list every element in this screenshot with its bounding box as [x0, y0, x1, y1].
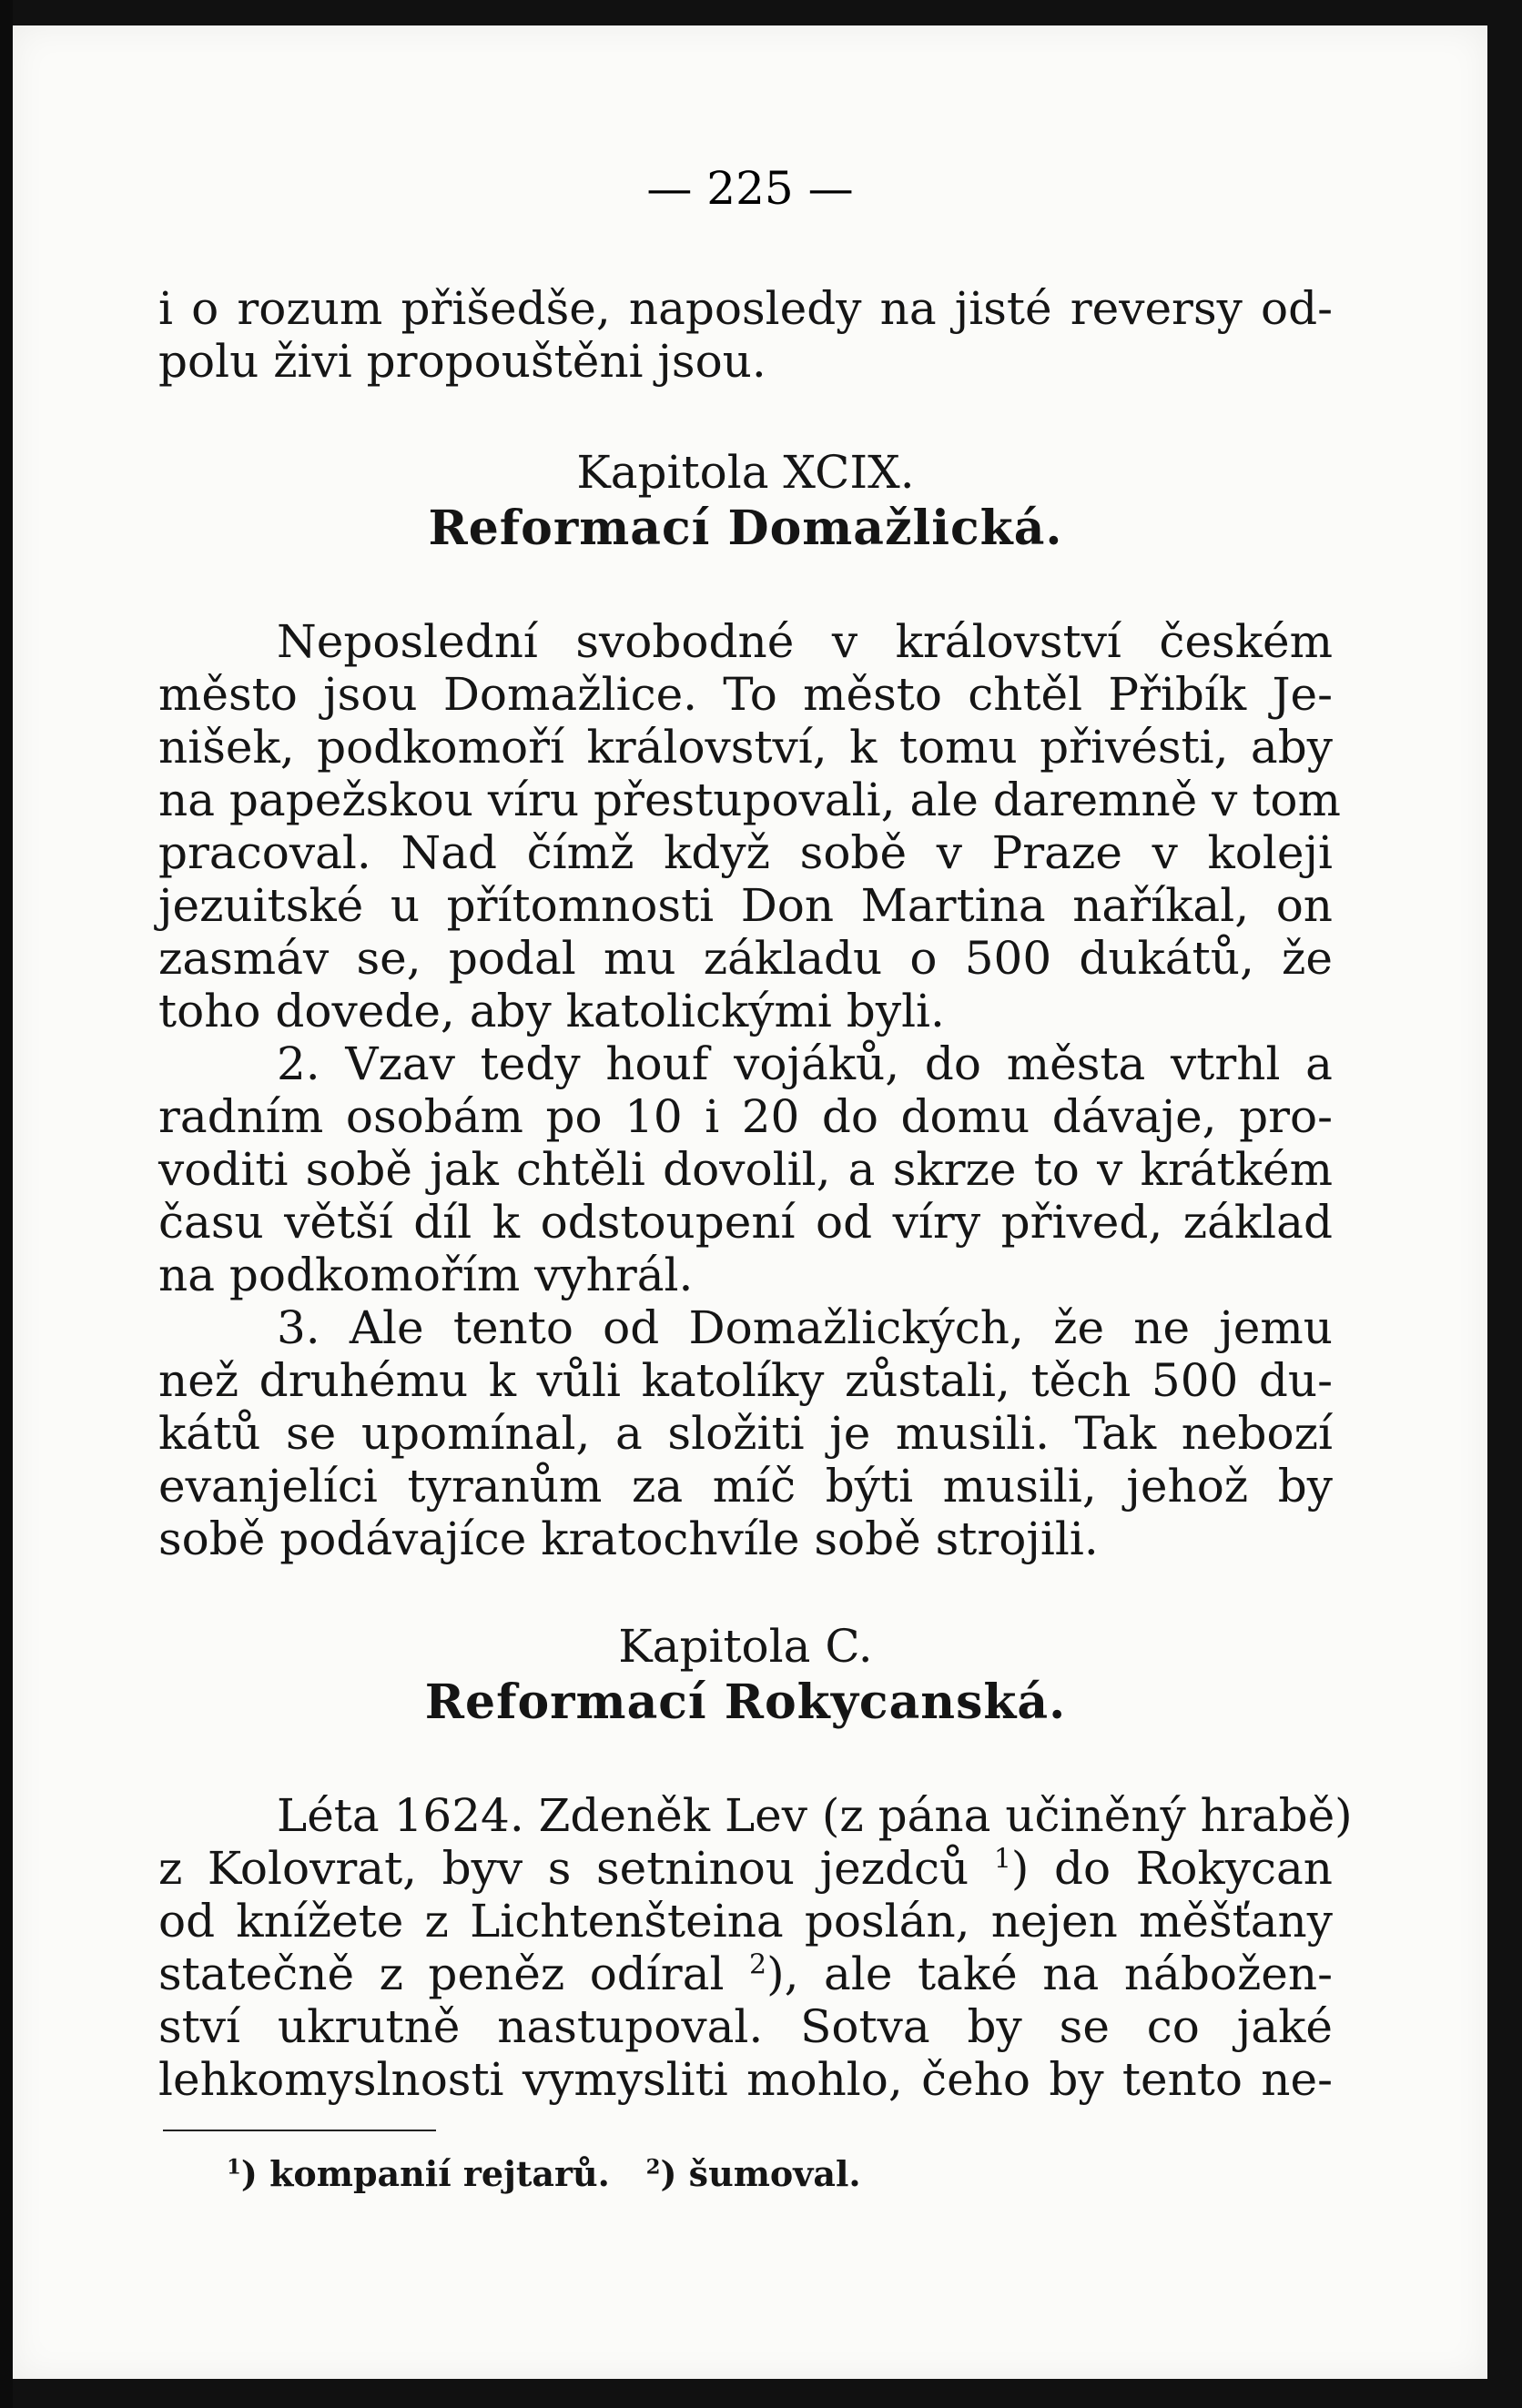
footnote-mark-2: 2 [645, 2155, 661, 2180]
chapter-label: Kapitola XCIX. [576, 446, 915, 499]
text-line: od knížete z Lichtenšteina poslán, nejen měšťany [158, 1895, 1333, 1948]
text-line: 2. Vzav tedy houf vojáků, do města vtrhl a [277, 1037, 1333, 1090]
text-line: jezuitské u přítomnosti Don Martina naříkal, on [158, 879, 1333, 932]
text-line: Léta 1624. Zdeněk Lev (z pána učiněný hrabě) [277, 1789, 1353, 1842]
text-line: zasmáv se, podal mu základu o 500 dukátů, že [158, 932, 1333, 985]
text-line: nišek, podkomoří království, k tomu přivésti, aby [158, 721, 1333, 774]
text-line: pracoval. Nad čímž když sobě v Praze v koleji [158, 826, 1333, 879]
chapter-heading-xcix [158, 446, 1333, 555]
chapter-title: Reformací Domažlická. [428, 501, 1063, 556]
text-line-with-footnote [158, 1842, 1333, 1895]
footnotes [227, 2153, 861, 2194]
chapter-xcix-text [158, 615, 1341, 1565]
footnote-text-2: ) šumoval. [660, 2153, 861, 2194]
text-line: evanjelíci tyranům za míč býti musili, jehož by [158, 1460, 1333, 1513]
text-line: na podkomořím vyhrál. [158, 1249, 694, 1301]
footnote-ref-2: 2 [749, 1948, 767, 1981]
book-page [13, 25, 1487, 2379]
text-line: Neposlední svobodné v království českém [277, 615, 1333, 668]
text-line: polu živi propouštěni jsou. [158, 335, 766, 388]
text-line: kátů se upomínal, a složiti je musili. Tak nebozí [158, 1407, 1333, 1460]
text-fragment: statečně z peněz odíral [158, 1948, 725, 2000]
text-fragment: ), ale také na nábožen- [766, 1948, 1333, 2000]
text-line: ství ukrutně nastupoval. Sotva by se co jaké [158, 2000, 1333, 2053]
paragraph-continuation [158, 282, 1333, 388]
text-line-with-footnote [158, 1948, 1333, 2000]
text-fragment: ) do Rokycan [1010, 1842, 1333, 1895]
text-line: na papežskou víru přestupovali, ale daremně v tom [158, 774, 1341, 826]
chapter-title: Reformací Rokycanská. [424, 1674, 1067, 1730]
text-line: i o rozum přišedše, naposledy na jisté reversy od- [158, 282, 1333, 335]
text-line: radním osobám po 10 i 20 do domu dávaje, pro- [158, 1090, 1333, 1143]
text-line: 3. Ale tento od Domažlických, že ne jemu [277, 1301, 1333, 1354]
text-line: sobě podávajíce kratochvíle sobě strojili. [158, 1513, 1099, 1565]
text-line: toho dovede, aby katolickými byli. [158, 985, 945, 1037]
page-number: — 225 — [646, 162, 854, 215]
chapter-label: Kapitola C. [618, 1620, 873, 1673]
footnote-text-1: ) kompanií rejtarů. [240, 2153, 610, 2194]
text-line: než druhému k vůli katolíky zůstali, těch 500 du- [158, 1354, 1333, 1407]
footnote-ref-1: 1 [993, 1843, 1011, 1876]
text-line: město jsou Domažlice. To město chtěl Přibík Je- [158, 668, 1333, 721]
text-line: času větší díl k odstoupení od víry přived, základ [158, 1196, 1333, 1249]
text-line: lehkomyslnosti vymysliti mohlo, čeho by tento ne- [158, 2053, 1333, 2106]
text-fragment: z Kolovrat, byv s setninou jezdců [158, 1842, 969, 1895]
chapter-c-text [158, 1789, 1353, 2106]
footnote-mark-1: 1 [227, 2155, 241, 2180]
text-line: voditi sobě jak chtěli dovolil, a skrze to v krátkém [158, 1143, 1333, 1196]
scan-edge [0, 0, 13, 2408]
footnote-divider [163, 2130, 436, 2131]
chapter-heading-c [158, 1620, 1333, 1729]
